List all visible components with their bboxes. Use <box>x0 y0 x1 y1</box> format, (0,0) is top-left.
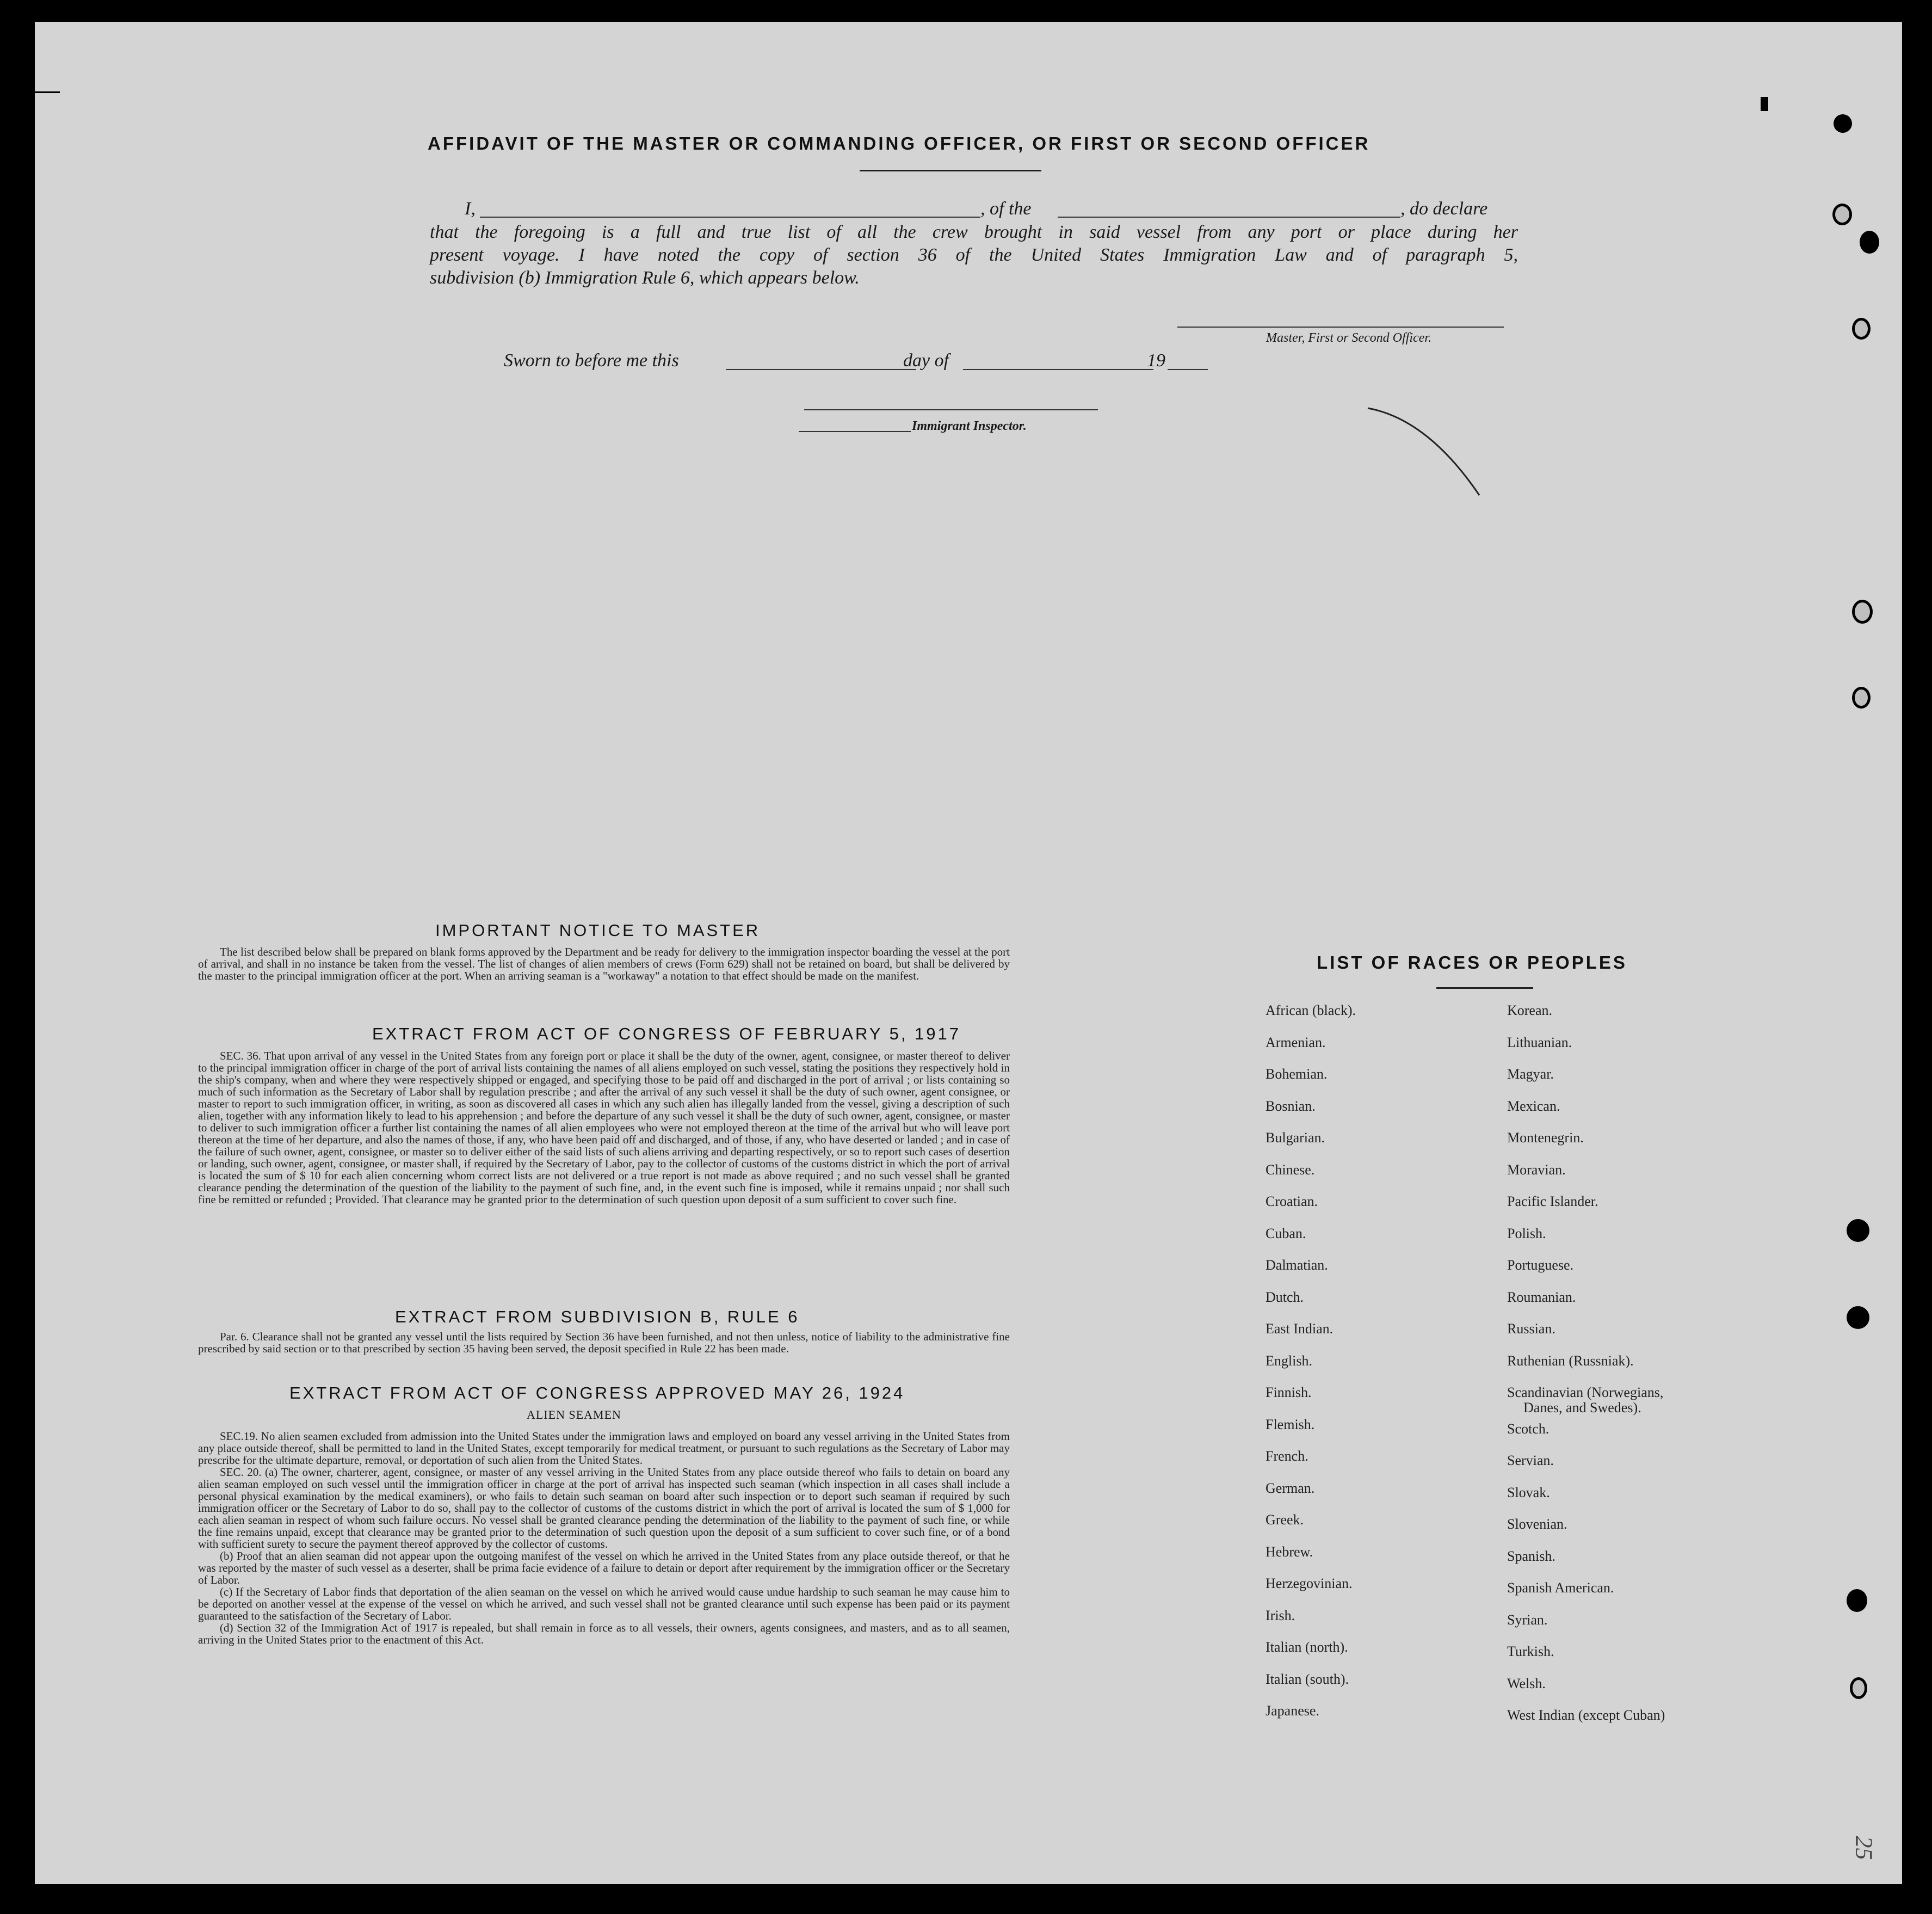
race-item: Scandinavian (Norwegians, <box>1507 1384 1664 1400</box>
binder-hole-icon <box>1852 600 1873 624</box>
race-item: Dalmatian. <box>1266 1257 1328 1273</box>
edge-mark <box>1761 97 1768 111</box>
race-item: English. <box>1266 1352 1312 1369</box>
affidavit-line3: present voyage. I have noted the copy of section 36 of the United States Immigration Law and of paragraph 5, <box>430 245 1518 265</box>
extract-1917-title: EXTRACT FROM ACT OF CONGRESS OF FEBRUARY 5, 1917 <box>372 1024 961 1043</box>
race-item: West Indian (except Cuban) <box>1507 1707 1665 1723</box>
race-item: Korean. <box>1507 1002 1553 1018</box>
race-item: Magyar. <box>1507 1066 1554 1082</box>
races-title-rule <box>1436 987 1533 989</box>
notice-title: IMPORTANT NOTICE TO MASTER <box>435 921 761 940</box>
race-item: East Indian. <box>1266 1321 1334 1337</box>
race-item: Ruthenian (Russniak). <box>1507 1352 1634 1369</box>
day-of-label: day of <box>903 350 949 371</box>
extract-1924-paragraph: (b) Proof that an alien seaman did not appear upon the outgoing manifest of the vessel on which he arrived in the United States from any place outside thereof, or that he was reported by the master of such vessel as a deserter, shall be prima facie evidence of a failure to detain or deport after requirement by the immigration officer or the Secretary of Labor. <box>198 1549 1010 1586</box>
inspector-signature-line[interactable] <box>804 409 1098 410</box>
inspector-prefix-line <box>799 431 911 432</box>
extract-1924-paragraph: (c) If the Secretary of Labor finds that deportation of the alien seaman on the vessel on which he arrived would cause undue hardship to such seaman he may cause him to be deported on another vessel at the expense of the vessel on which he arrived, and such vessel shall not be granted clearance until such expense has been paid or its payment guaranteed to the satisfaction of the Secretary of Labor. <box>198 1585 1010 1622</box>
sworn-day-blank[interactable] <box>726 369 916 370</box>
extract-rule6-title: EXTRACT FROM SUBDIVISION B, RULE 6 <box>395 1307 800 1326</box>
document-page <box>35 22 1902 1884</box>
race-item: Mexican. <box>1507 1098 1560 1114</box>
affidavit-line1-i: I, <box>465 199 476 219</box>
binder-hole-icon <box>1834 114 1852 133</box>
extract-1917-text <box>198 1050 1010 1205</box>
race-item: African (black). <box>1266 1002 1356 1018</box>
race-item: Italian (south). <box>1266 1671 1349 1687</box>
margin-note: 25 <box>1850 1836 1878 1860</box>
affidavit-line1-of-the: , of the <box>980 199 1032 219</box>
binder-hole-icon <box>1852 318 1871 340</box>
race-item: French. <box>1266 1448 1308 1464</box>
race-item: Dutch. <box>1266 1289 1304 1305</box>
inspector-caption: Immigrant Inspector. <box>912 419 1027 433</box>
extract-1917-paragraph: SEC. 36. That upon arrival of any vessel in the United States from any foreign port or place it shall be the duty of the owner, agent, consignee, or master thereof to deliver to the principal immigration officer in charge of the port of arrival lists containing the names of all aliens employed on such vessel, stating the positions they respectively hold in the ship's company, when and where they were respectively shipped or engaged, and specifying those to be paid off and discharged in the port of arrival ; or lists containing so much of such information as the Secretary of Labor shall by regulation prescribe ; and after the arrival of any such vessel it shall be the duty of such owner, agent consignee, or master to report to such immigration officer, in writing, as soon as discovered all cases in which any such alien has illegally landed from the vessel, giving a description of such alien, together with any information likely to lead to his apprehension ; and before the departure of any such vessel it shall be the duty of such owner, agent, consignee, or master to deliver to such immigration officer a further list containing the names of all alien employees who were not employed thereon at the time of the arrival but who will leave port thereon at the time of her departure, and also the names of those, if any, who have been paid off and discharged, and of those, if any, who have deserted or landed ; and in case of the failure of such owner, agent, consignee, or master so to deliver either of the said lists of such aliens arriving and departing respectively, or so to report such cases of desertion or landing, such owner, agent, consignee, or master shall, if required by the Secretary of Labor, pay to the collector of customs of the customs district in which the port of arrival is located the sum of $ 10 for each alien concerning whom correct lists are not delivered or a true report is not made as above required ; and no such vessel shall be granted clearance pending the determination of the question of the liability to the payment of such fine, and, in the event such fine is imposed, while it remains unpaid ; nor shall such fine be remitted or refunded ; Provided. That clearance may be granted prior to the determination of such question upon deposit of a sum sufficient to cover such fine. <box>198 1049 1010 1206</box>
race-item: Scotch. <box>1507 1420 1550 1437</box>
race-item: Welsh. <box>1507 1675 1546 1691</box>
binder-hole-icon <box>1847 1306 1869 1329</box>
race-item: Italian (north). <box>1266 1639 1348 1655</box>
race-item: Bulgarian. <box>1266 1130 1325 1146</box>
race-item: Danes, and Swedes). <box>1523 1400 1641 1416</box>
title-rule <box>860 170 1041 171</box>
binder-hole-icon <box>1850 1677 1867 1699</box>
pen-stroke <box>1362 397 1482 506</box>
binder-hole-icon <box>1860 231 1879 254</box>
extract-1924-text <box>198 1430 1010 1646</box>
race-item: Syrian. <box>1507 1611 1548 1628</box>
race-item: Russian. <box>1507 1321 1556 1337</box>
race-item: Bosnian. <box>1266 1098 1316 1114</box>
race-item: Polish. <box>1507 1225 1546 1241</box>
race-item: Herzegovinian. <box>1266 1575 1353 1591</box>
edge-mark <box>35 91 60 93</box>
race-item: Bohemian. <box>1266 1066 1328 1082</box>
race-item: German. <box>1266 1480 1315 1496</box>
affidavit-line2: that the foregoing is a full and true list of all the crew brought in said vessel from any port or place during her <box>430 222 1518 242</box>
signature-line[interactable] <box>1177 327 1504 328</box>
affidavit-title: AFFIDAVIT OF THE MASTER OR COMMANDING OFFICER, OR FIRST OR SECOND OFFICER <box>428 133 1371 153</box>
race-item: Pacific Islander. <box>1507 1193 1598 1209</box>
extract-rule6-text <box>198 1331 1010 1355</box>
race-item: Flemish. <box>1266 1416 1315 1432</box>
race-item: Spanish American. <box>1507 1580 1614 1596</box>
extract-rule6-paragraph: Par. 6. Clearance shall not be granted any vessel until the lists required by Section 36 have been furnished, and not then unless, notice of liability to the administrative fine prescribed by said section or to that prescribed by section 35 having been served, the deposit specified in Rule 22 has been made. <box>198 1330 1010 1355</box>
binder-hole-icon <box>1847 1219 1869 1242</box>
race-item: Roumanian. <box>1507 1289 1576 1305</box>
extract-1924-paragraph: (d) Section 32 of the Immigration Act of 1917 is repealed, but shall remain in force as to all vessels, their owners, agents consignees, and masters, and as to all seamen, arriving in the United States prior to the enactment of this Act. <box>198 1621 1010 1646</box>
race-item: Moravian. <box>1507 1161 1566 1178</box>
race-item: Lithuanian. <box>1507 1034 1572 1050</box>
extract-1924-subtitle: ALIEN SEAMEN <box>527 1408 621 1421</box>
race-item: Spanish. <box>1507 1548 1556 1564</box>
year-blank[interactable] <box>1168 369 1208 370</box>
race-item: Slovak. <box>1507 1484 1550 1500</box>
race-item: Portuguese. <box>1507 1257 1574 1273</box>
race-item: Finnish. <box>1266 1384 1312 1400</box>
notice-paragraph: The list described below shall be prepared on blank forms approved by the Department and be ready for delivery to the immigration inspector boarding the vessel at the port of arrival, and shall in no instance be taken from the vessel. The list of changes of alien members of crews (Form 629) shall not be retained on board, but shall be delivered by the master to the principal immigration officer at the port. When an arriving seaman is a "workaway" a notation to that effect should be made on the manifest. <box>198 945 1010 982</box>
race-item: Greek. <box>1266 1512 1304 1528</box>
year-label: 19 <box>1147 350 1165 371</box>
extract-1924-paragraph: SEC. 20. (a) The owner, charterer, agent, consignee, or master of any vessel arriving in the United States from any place outside thereof who fails to detain on board any alien seaman employed on such vessel until the immigration officer in charge at the port of arrival has inspected such seaman (which inspection in all cases shall include a personal physical examination by the medical examiners), or who fails to detain such seaman on board after such inspection or to deport such seaman if required by such immigration officer or the Secretary of Labor to do so, shall pay to the collector of customs of the customs district in which the port of arrival is located the sum of $ 1,000 for each alien seaman in respect of whom such failure occurs. No vessel shall be granted clearance pending the determination of the liability to the payment of such fine, or while the fine remains unpaid, except that clearance may be granted prior to the determination of such question upon the deposit of a sum sufficient to cover such fine, or of a bond with sufficient surety to secure the payment thereof approved by the collector of customs. <box>198 1466 1010 1550</box>
race-item: Irish. <box>1266 1607 1295 1623</box>
extract-1924-title: EXTRACT FROM ACT OF CONGRESS APPROVED MAY 26, 1924 <box>289 1383 905 1402</box>
vessel-blank[interactable] <box>1058 217 1400 218</box>
race-item: Croatian. <box>1266 1193 1318 1209</box>
race-item: Slovenian. <box>1507 1516 1567 1532</box>
race-item: Cuban. <box>1266 1225 1306 1241</box>
extract-1924-paragraph: SEC.19. No alien seamen excluded from admission into the United States under the immigration laws and employed on board any vessel arriving in the United States from any place outside thereof, shall be permitted to land in the United States, except temporarily for medical treatment, or pursuant to such regulations as the Secretary of Labor may prescribe for the ultimate departure, removal, or deportation of such alien from the United States. <box>198 1430 1010 1467</box>
race-item: Japanese. <box>1266 1703 1319 1719</box>
race-item: Turkish. <box>1507 1644 1554 1659</box>
binder-hole-icon <box>1847 1589 1867 1612</box>
notice-text <box>198 946 1010 982</box>
sworn-label: Sworn to before me this <box>504 350 679 371</box>
race-item: Servian. <box>1507 1453 1554 1468</box>
races-title: LIST OF RACES OR PEOPLES <box>1317 952 1627 973</box>
affidavit-line4: subdivision (b) Immigration Rule 6, which appears below. <box>430 268 860 288</box>
race-item: Hebrew. <box>1266 1543 1313 1560</box>
signature-caption: Master, First or Second Officer. <box>1266 331 1431 345</box>
binder-hole-icon <box>1832 204 1852 225</box>
sworn-month-blank[interactable] <box>963 369 1153 370</box>
race-item: Armenian. <box>1266 1034 1326 1050</box>
binder-hole-icon <box>1852 687 1871 709</box>
affidavit-line1-declare: , do declare <box>1400 199 1488 219</box>
race-item: Chinese. <box>1266 1161 1315 1178</box>
race-item: Montenegrin. <box>1507 1130 1584 1146</box>
name-blank[interactable] <box>480 217 980 218</box>
